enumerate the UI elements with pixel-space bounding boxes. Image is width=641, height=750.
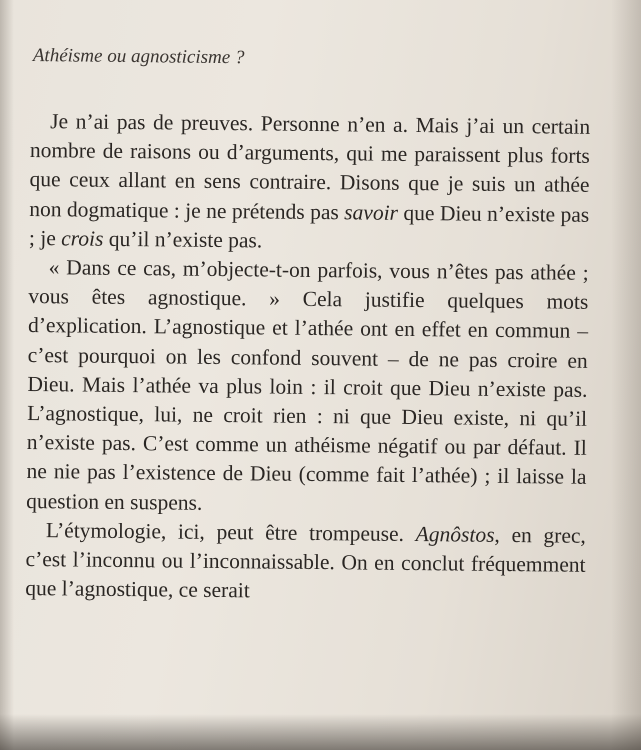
running-head: Athéisme ou agnosticisme ? [32, 45, 245, 69]
paragraph-text: que Dieu n’existe pas ; je [28, 200, 590, 251]
italic-word: savoir [344, 199, 399, 225]
page-bottom-shadow [0, 714, 641, 750]
paragraph-1 [29, 107, 590, 259]
page-gutter-shadow [0, 0, 14, 750]
paragraph-text: , en grec, c’est l’inconnu ou l’inconnaissable. On en conclut fréquemment que l’agnostique, ce serait [25, 522, 587, 603]
italic-word: Agnôstos [415, 521, 495, 547]
paragraph-text: « Dans ce cas, m’objecte-t-on parfois, vous n’êtes pas athée ; vous êtes agnostique. » Cela justifie quelques mots d’explication. L’agnostique et l’athée ont en effet en commun – c’est pourquoi on les confond souvent – de ne pas croire en Dieu. Mais l’athée va plus loin : il croit que Dieu n’existe pas. L’agnostique, lui, ne croit rien : ni que Dieu existe, ni qu’il n’existe pas. C’est comme un athéisme négatif ou par défaut. Il ne nie pas l’existence de Dieu (comme fait l’athée) ; il laisse la question en suspens. [26, 255, 589, 515]
paragraph-text: qu’il n’existe pas. [103, 226, 263, 253]
paragraph-text: L’étymologie, ici, peut être trompeuse. [45, 518, 416, 546]
paragraph-2 [26, 253, 589, 522]
paragraph-text: Je n’ai pas de preuves. Personne n’en a. Mais j’ai un certain nombre de raisons ou d’arguments, qui me paraissent plus forts que ceux allant en sens contraire. Disons que je suis un athée non dogmatique : je ne prétends pas [29, 109, 591, 224]
paragraph-3 [25, 516, 586, 609]
italic-word: crois [61, 226, 104, 251]
page-edge-shadow [611, 0, 641, 750]
page-text [25, 44, 591, 609]
